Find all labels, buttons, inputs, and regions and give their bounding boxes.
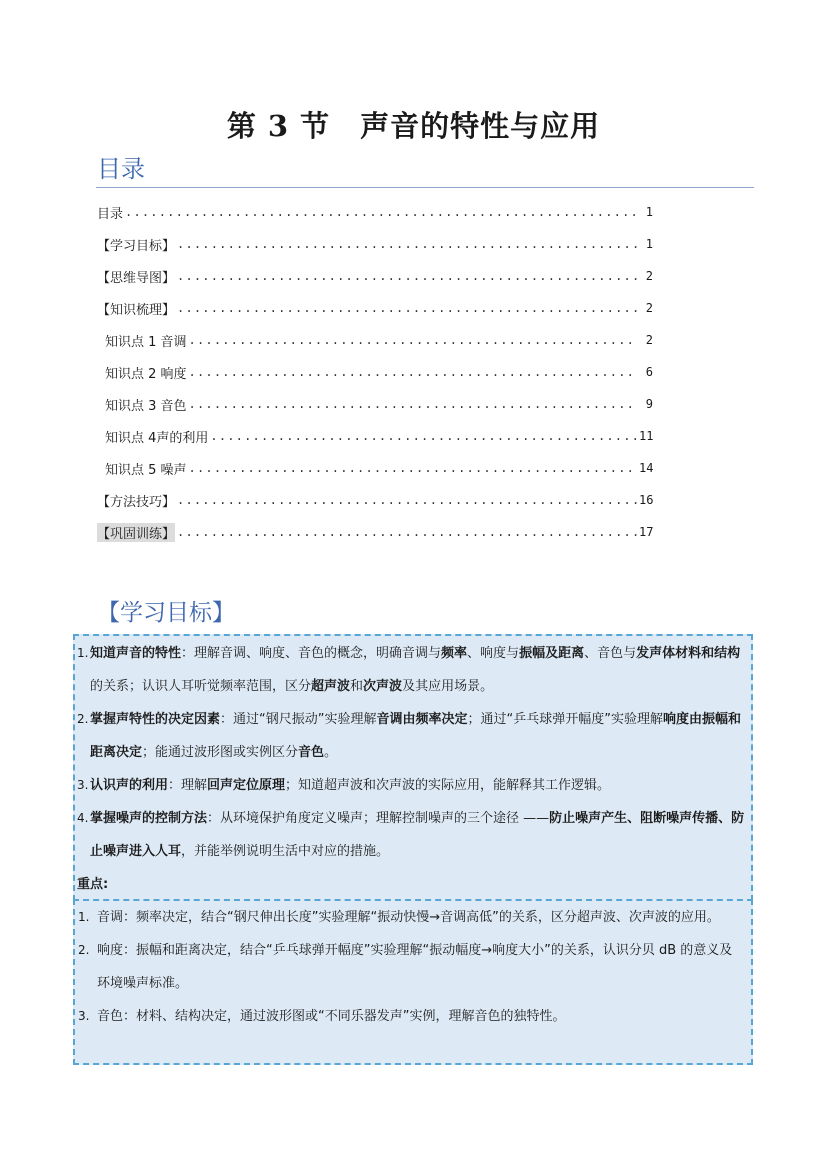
toc-entry-page: 9 bbox=[645, 397, 653, 411]
goal-term: 次声波 bbox=[363, 679, 403, 694]
toc-entry-mind-map[interactable] bbox=[97, 260, 653, 292]
toc-entry-point-5[interactable] bbox=[97, 452, 653, 484]
toc-entry-label: 【思维导图】 bbox=[97, 270, 176, 286]
goal-text: ，并能举例说明生活中对应的措施。 bbox=[181, 844, 390, 859]
goal-item bbox=[75, 802, 751, 868]
toc-leader-dots bbox=[210, 429, 637, 444]
goal-term: 音色 bbox=[298, 745, 325, 760]
toc-entry-label: 知识点 1 音调 bbox=[105, 334, 187, 350]
goal-term: 振幅及距离 bbox=[519, 646, 585, 661]
toc-entry-page: 11 bbox=[639, 429, 654, 443]
goal-term: 超声波 bbox=[311, 679, 351, 694]
toc-entry-page: 1 bbox=[645, 205, 653, 219]
goal-text: 和 bbox=[350, 679, 364, 694]
toc-leader-dots bbox=[125, 205, 637, 220]
goal-term: 掌握声特性的决定因素 bbox=[90, 712, 221, 727]
toc-entry-methods[interactable] bbox=[97, 484, 653, 516]
toc-leader-dots bbox=[177, 301, 637, 316]
learning-goals-box bbox=[73, 634, 753, 901]
key-point-number: 1. bbox=[78, 910, 90, 924]
toc-entry-label: 【巩固训练】 bbox=[97, 523, 175, 542]
toc-entry-practice[interactable] bbox=[97, 516, 653, 548]
table-of-contents bbox=[97, 196, 653, 548]
goal-number: 2. bbox=[77, 712, 89, 726]
toc-entry-page: 2 bbox=[645, 269, 653, 283]
toc-entry-page: 1 bbox=[645, 237, 653, 251]
key-point-number: 3. bbox=[78, 1009, 90, 1023]
goal-term: 响度由振幅和距离决定 bbox=[90, 712, 742, 760]
toc-entry-label: 【学习目标】 bbox=[97, 238, 176, 254]
key-point-item bbox=[75, 934, 751, 1000]
goal-text: 及其应用场景。 bbox=[402, 679, 494, 694]
toc-entry-page: 16 bbox=[639, 493, 654, 507]
goal-text: 、音色与 bbox=[584, 646, 637, 661]
toc-entry-learning-goals[interactable] bbox=[97, 228, 653, 260]
toc-leader-dots bbox=[177, 237, 637, 252]
goal-number: 3. bbox=[77, 778, 89, 792]
goal-text: ：理解音调、响度、音色的概念，明确音调与 bbox=[181, 646, 442, 661]
toc-entry-point-2[interactable] bbox=[97, 356, 653, 388]
toc-leader-dots bbox=[189, 365, 637, 380]
toc-entry-label: 目录 bbox=[97, 206, 124, 222]
toc-entry-label: 【知识梳理】 bbox=[97, 302, 176, 318]
goal-term: 防止噪声产生、阻断噪声传播、防止噪声进入人耳 bbox=[90, 811, 745, 859]
toc-entry-page: 6 bbox=[645, 365, 653, 379]
toc-leader-dots bbox=[189, 397, 637, 412]
toc-heading: 目录 bbox=[97, 155, 145, 183]
toc-entry-point-3[interactable] bbox=[97, 388, 653, 420]
goal-term: 认识声的利用 bbox=[90, 778, 169, 793]
goal-text: ：从环境保护角度定义噪声；理解控制噪声的三个途径 —— bbox=[207, 811, 550, 826]
goal-item bbox=[75, 703, 751, 769]
toc-leader-dots bbox=[177, 269, 637, 284]
toc-leader-dots bbox=[177, 525, 637, 540]
goal-term: 发声体材料和结构 bbox=[636, 646, 741, 661]
toc-leader-dots bbox=[189, 461, 637, 476]
toc-entry-label: 知识点 2 响度 bbox=[105, 366, 187, 382]
goal-text: 。 bbox=[324, 745, 338, 760]
toc-divider bbox=[96, 187, 754, 188]
key-point-number: 2. bbox=[78, 943, 90, 957]
goal-text: ；通过“乒乓球弹开幅度”实验理解 bbox=[467, 712, 663, 727]
toc-leader-dots bbox=[177, 493, 637, 508]
key-points-box bbox=[73, 899, 753, 1065]
goal-text: ；能通过波形图或实例区分 bbox=[142, 745, 299, 760]
goal-item bbox=[75, 637, 751, 703]
goal-term: 回声定位原理 bbox=[207, 778, 286, 793]
learning-goals-heading: 【学习目标】 bbox=[97, 600, 235, 626]
goal-term: 频率 bbox=[441, 646, 468, 661]
toc-entry-label: 【方法技巧】 bbox=[97, 494, 176, 510]
key-points-label: 重点: bbox=[77, 877, 109, 892]
goal-term: 掌握噪声的控制方法 bbox=[90, 811, 208, 826]
goal-number: 4. bbox=[77, 811, 89, 825]
toc-entry-contents[interactable] bbox=[97, 196, 653, 228]
goal-text: ：理解 bbox=[168, 778, 208, 793]
toc-entry-label: 知识点 3 音色 bbox=[105, 398, 187, 414]
goal-text: 、响度与 bbox=[467, 646, 520, 661]
goal-item bbox=[75, 769, 751, 802]
goal-term: 音调由频率决定 bbox=[376, 712, 468, 727]
toc-entry-knowledge-review[interactable] bbox=[97, 292, 653, 324]
toc-leader-dots bbox=[189, 333, 637, 348]
goal-text: 的关系；认识人耳听觉频率范围，区分 bbox=[90, 679, 312, 694]
toc-entry-page: 17 bbox=[639, 525, 654, 539]
toc-entry-page: 2 bbox=[645, 333, 653, 347]
toc-entry-point-1[interactable] bbox=[97, 324, 653, 356]
key-point-item bbox=[75, 901, 751, 934]
key-point-text: 音调：频率决定，结合“钢尺伸出长度”实验理解“振动快慢→音调高低”的关系，区分超声波、次声波的应用。 bbox=[97, 910, 720, 925]
goal-term: 知道声音的特性 bbox=[90, 646, 182, 661]
toc-entry-point-4[interactable] bbox=[97, 420, 653, 452]
key-point-text: 响度：振幅和距离决定，结合“乒乓球弹开幅度”实验理解“振动幅度→响度大小”的关系，认识分贝 dB 的意义及环境噪声标准。 bbox=[97, 943, 733, 991]
toc-entry-page: 2 bbox=[645, 301, 653, 315]
goal-number: 1. bbox=[77, 646, 89, 660]
toc-entry-label: 知识点 5 噪声 bbox=[105, 462, 187, 478]
key-point-text: 音色：材料、结构决定，通过波形图或“不同乐器发声”实例，理解音色的独特性。 bbox=[97, 1009, 566, 1024]
toc-entry-page: 14 bbox=[639, 461, 654, 475]
goal-text: ；知道超声波和次声波的实际应用，能解释其工作逻辑。 bbox=[285, 778, 611, 793]
key-point-item bbox=[75, 1000, 751, 1033]
toc-entry-label: 知识点 4声的利用 bbox=[105, 430, 209, 446]
goal-text: ：通过“钢尺振动”实验理解 bbox=[220, 712, 377, 727]
page-title: 第 3 节 声音的特性与应用 bbox=[226, 109, 601, 143]
